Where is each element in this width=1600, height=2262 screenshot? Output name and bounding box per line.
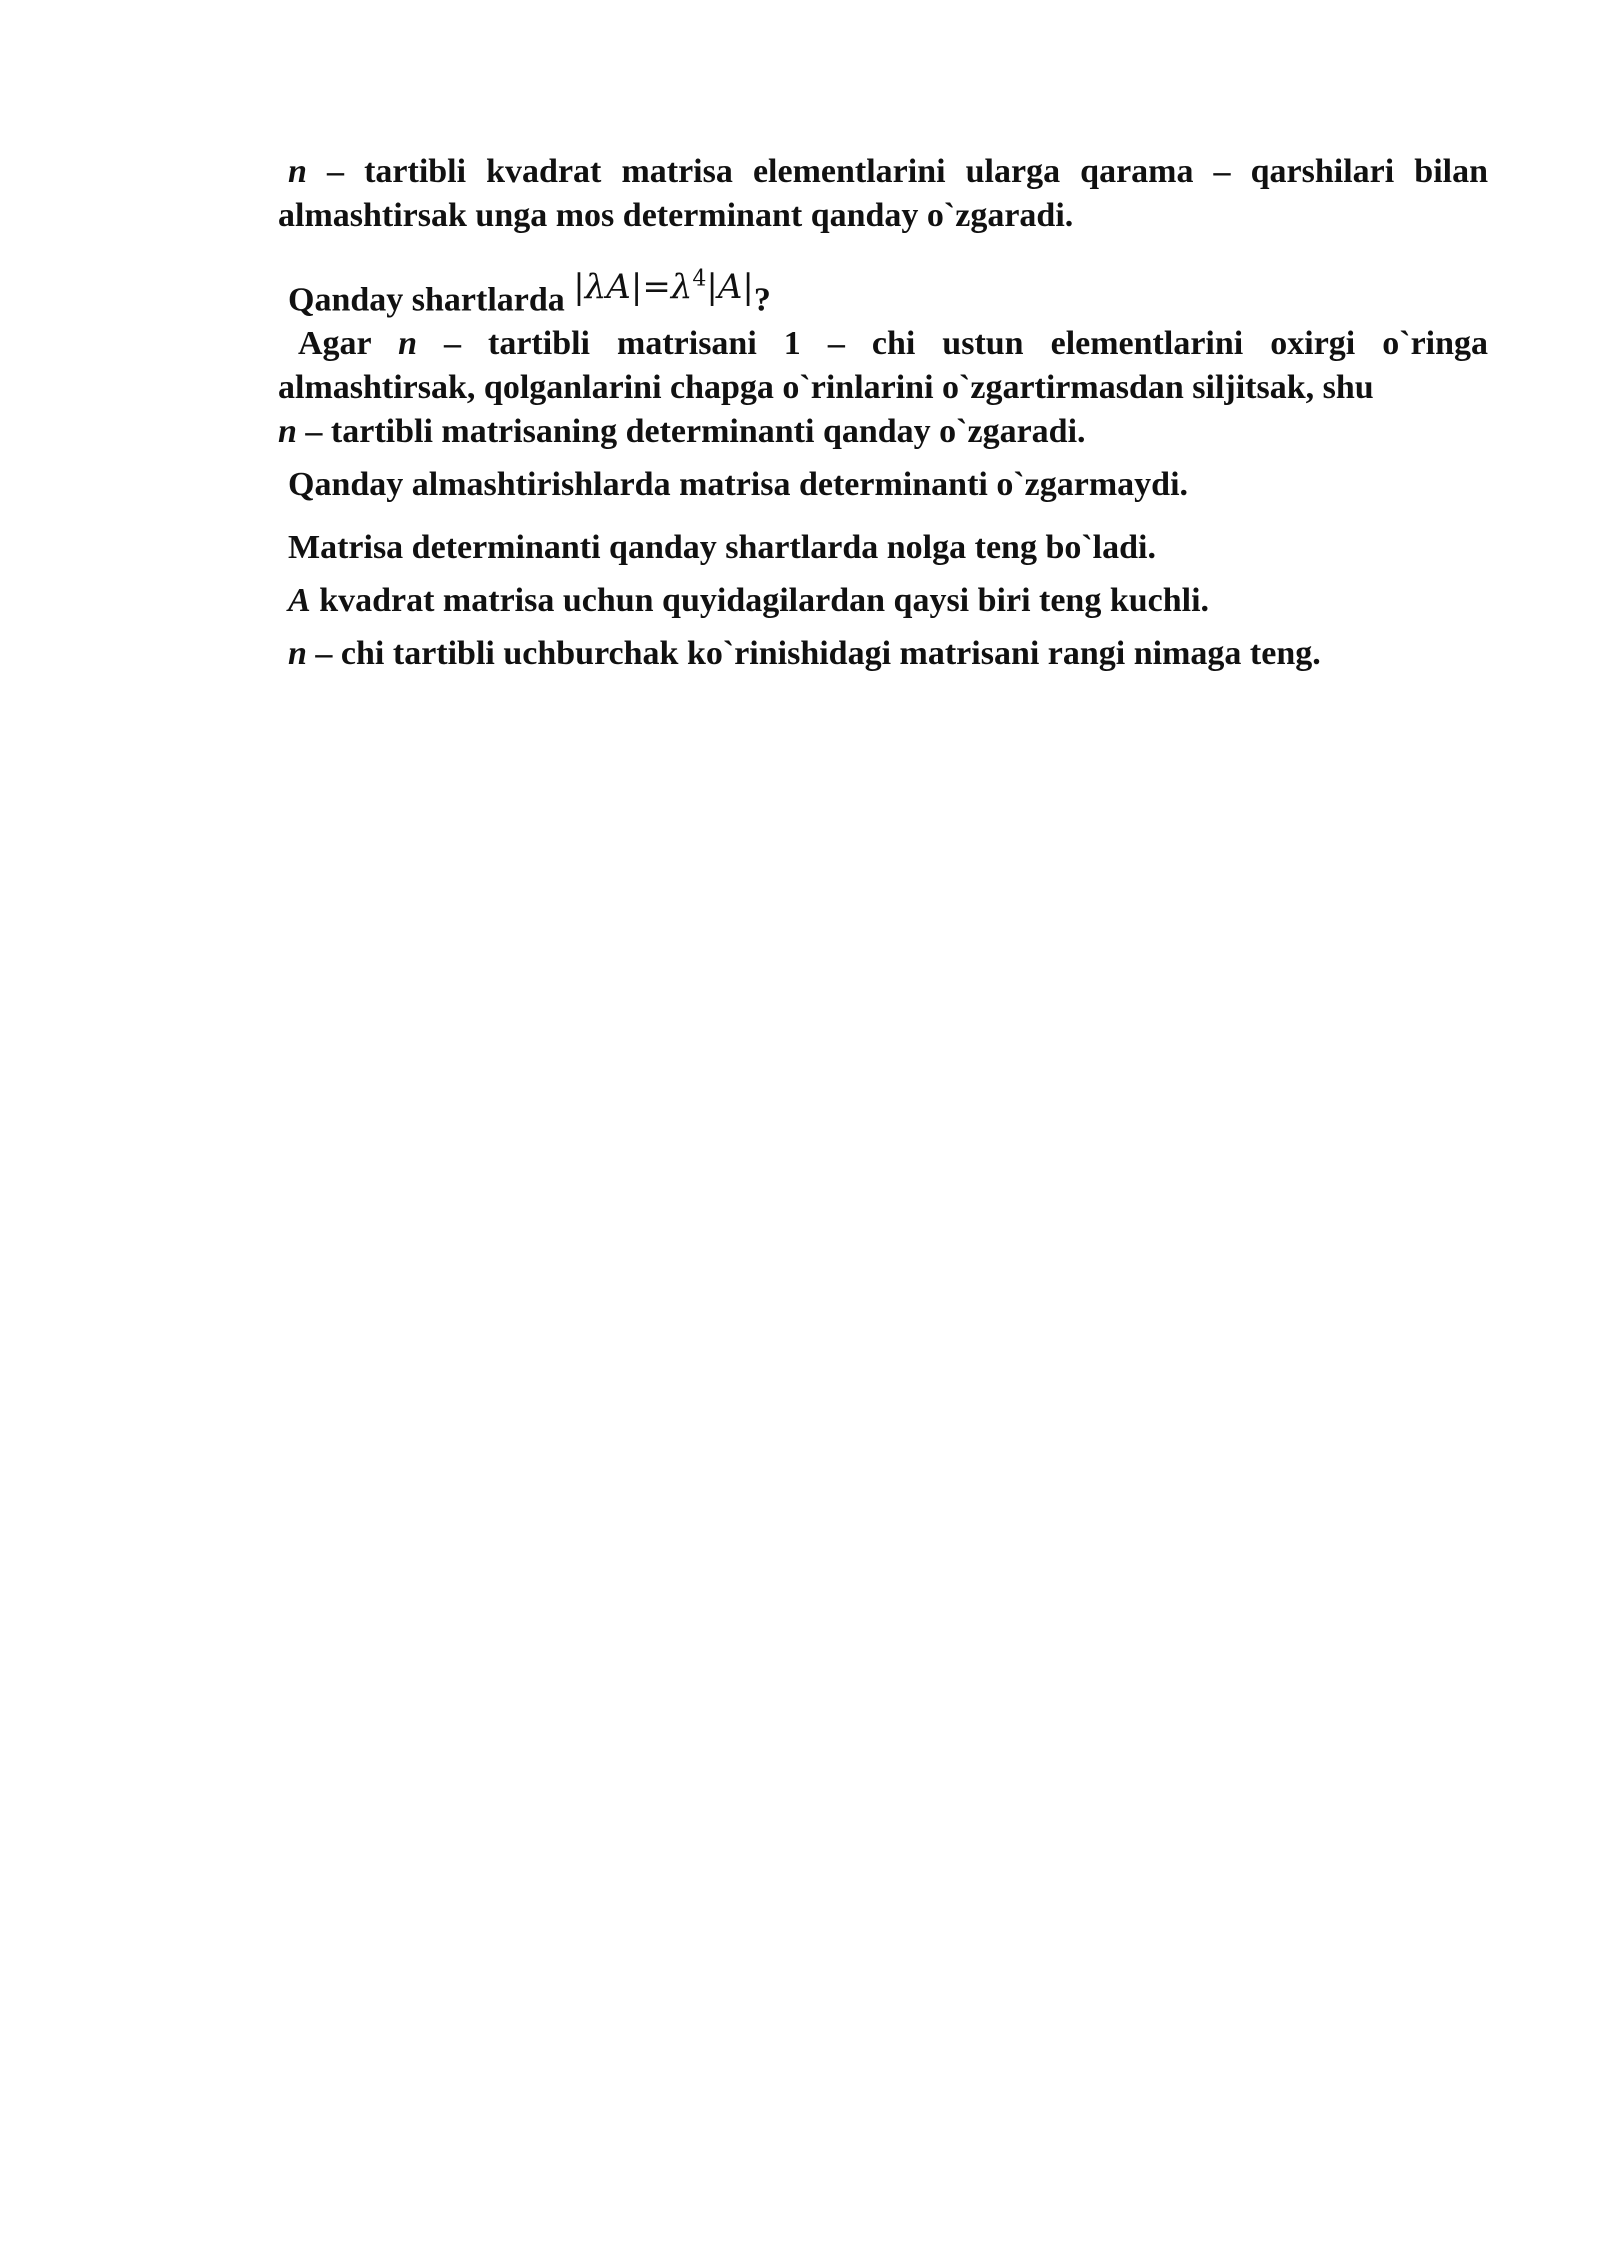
question-7-text: – chi tartibli uchburchak ko`rinishidagi matrisani rangi nimaga teng.	[306, 635, 1321, 672]
question-1-text: – tartibli kvadrat matrisa elementlarini ularga qarama – qarshilari bilan almashtirsak unga mos determinant qanday o`zgaradi.	[278, 153, 1488, 234]
question-7	[278, 632, 1488, 676]
question-2-suffix: ?	[753, 281, 771, 319]
question-2	[278, 267, 1488, 322]
question-3-word1: Agar	[298, 325, 399, 362]
question-3-text-a: – tartibli matrisani 1 – chi ustun elementlarini oxirgi o`ringa almashtirsak, qolganlarini chapga o`rinlarini o`zgartirmasdan siljitsak, shu	[278, 325, 1489, 406]
variable-n: n	[398, 325, 417, 362]
question-3-text-b: – tartibli matrisaning determinanti qanday o`zgaradi.	[296, 413, 1086, 450]
question-4	[278, 463, 1488, 507]
formula-exponent: 4	[692, 267, 707, 292]
question-6	[278, 579, 1488, 623]
variable-a: A	[288, 582, 311, 619]
question-6-text: kvadrat matrisa uchun quyidagilardan qaysi biri teng kuchli.	[310, 582, 1210, 619]
variable-n: n	[288, 153, 307, 190]
question-5	[278, 526, 1488, 570]
question-2-prefix: Qanday shartlarda	[288, 281, 574, 319]
question-1	[278, 150, 1488, 238]
question-3	[278, 322, 1488, 454]
question-4-text: Qanday almashtirishlarda matrisa determinanti o`zgarmaydi.	[288, 466, 1189, 503]
variable-n: n	[288, 635, 307, 672]
question-5-text: Matrisa determinanti qanday shartlarda nolga teng bo`ladi.	[288, 529, 1156, 566]
formula-lambda-a: $|\lambda A|=\lambda^4|A|$	[573, 267, 754, 308]
variable-n: n	[278, 413, 297, 450]
